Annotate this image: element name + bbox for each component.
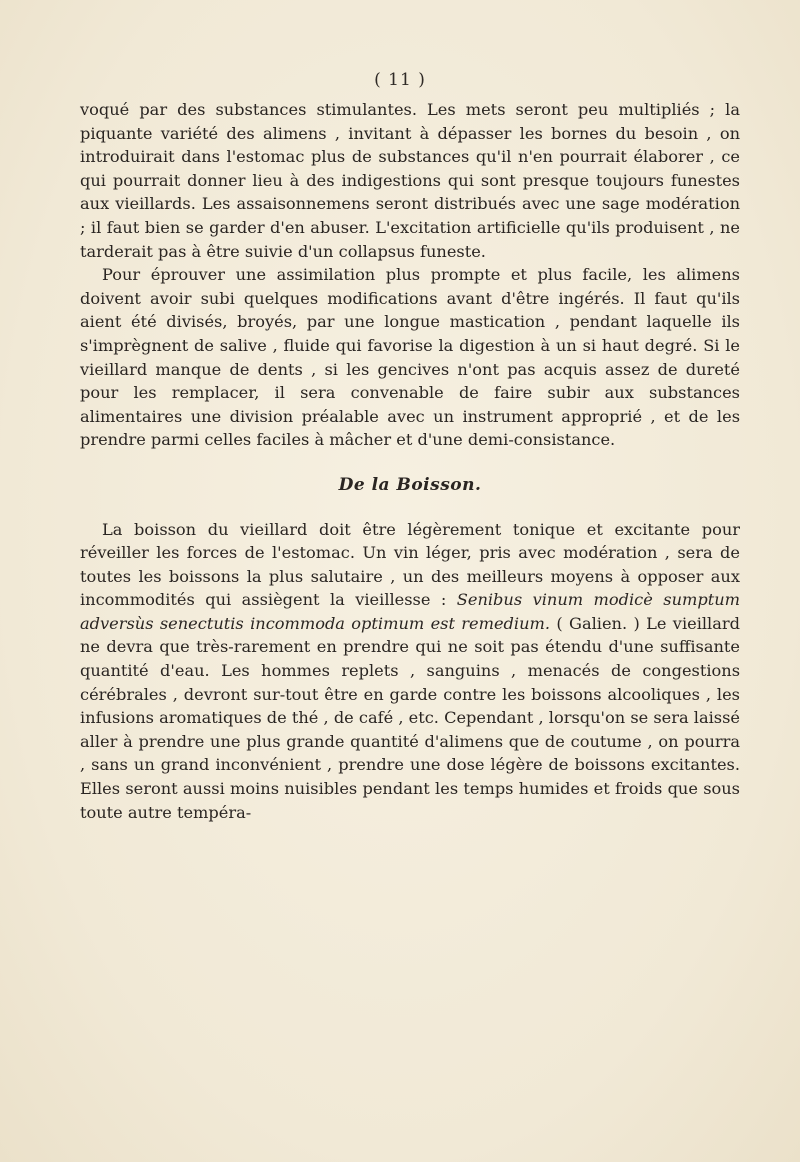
page-number: ( 11 ) bbox=[374, 70, 426, 90]
paragraph-boisson-text-b: ( Galien. ) Le vieillard ne devra que très-rarement en prendre qui ne soit pas étendu d'une suffisante quantité d'eau. Les hommes replets , sanguins , menacés de congestions cérébrales , devront sur-tout être en garde contre les boissons alcooliques , les infusions aromatiques de thé , de café , etc. Cependant , lorsqu'on se sera laissé aller à prendre une plus grande quantité d'alimens que de coutume , on pourra , sans un grand inconvénient , prendre une dose légère de boissons excitantes. Elles seront aussi moins nuisibles pendant les temps humides et froids que sous toute autre tempéra- bbox=[80, 613, 740, 822]
paragraph-assimilation: Pour éprouver une assimilation plus prompte et plus facile, les alimens doivent avoir subi quelques modifications avant d'être ingérés. Il faut qu'ils aient été divisés, broyés, par une longue mastication , pendant laquelle ils s'imprègnent de salive , fluide qui favorise la digestion à un si haut degré. Si le vieillard manque de dents , si les gencives n'ont pas acquis assez de dureté pour les remplacer, il sera convenable de faire subir aux substances alimentaires une division préalable avec un instrument approprié , et de les prendre parmi celles faciles à mâcher et d'une demi-consistance. bbox=[80, 265, 740, 450]
paragraph-continued: voqué par des substances stimulantes. Les mets seront peu multipliés ; la piquante variété des alimens , invitant à dépasser les bornes du besoin , on introduirait dans l'estomac plus de substances qu'il n'en pourrait élaborer , ce qui pourrait donner lieu à des indigestions qui sont presque toujours funestes aux vieillards. Les assaisonnemens seront distribués avec une sage modération ; il faut bien se garder d'en abuser. L'excitation artificielle qu'ils produisent , ne tarderait pas à être suivie d'un collapsus funeste. bbox=[80, 100, 740, 261]
latin-quotation: Senibus vinum modicè sumptum adversùs senectutis incommoda optimum est remedium. bbox=[80, 590, 740, 633]
section-title: De la Boisson. bbox=[338, 474, 482, 495]
page-body bbox=[80, 98, 740, 824]
paragraph-boisson-text-a: La boisson du vieillard doit être légèrement tonique et excitante pour réveiller les forces de l'estomac. Un vin léger, pris avec modération , sera de toutes les boissons la plus salutaire , un des meilleurs moyens à opposer aux incommodités qui assiègent la vieillesse : bbox=[80, 519, 740, 610]
paragraph-boisson bbox=[80, 518, 740, 825]
